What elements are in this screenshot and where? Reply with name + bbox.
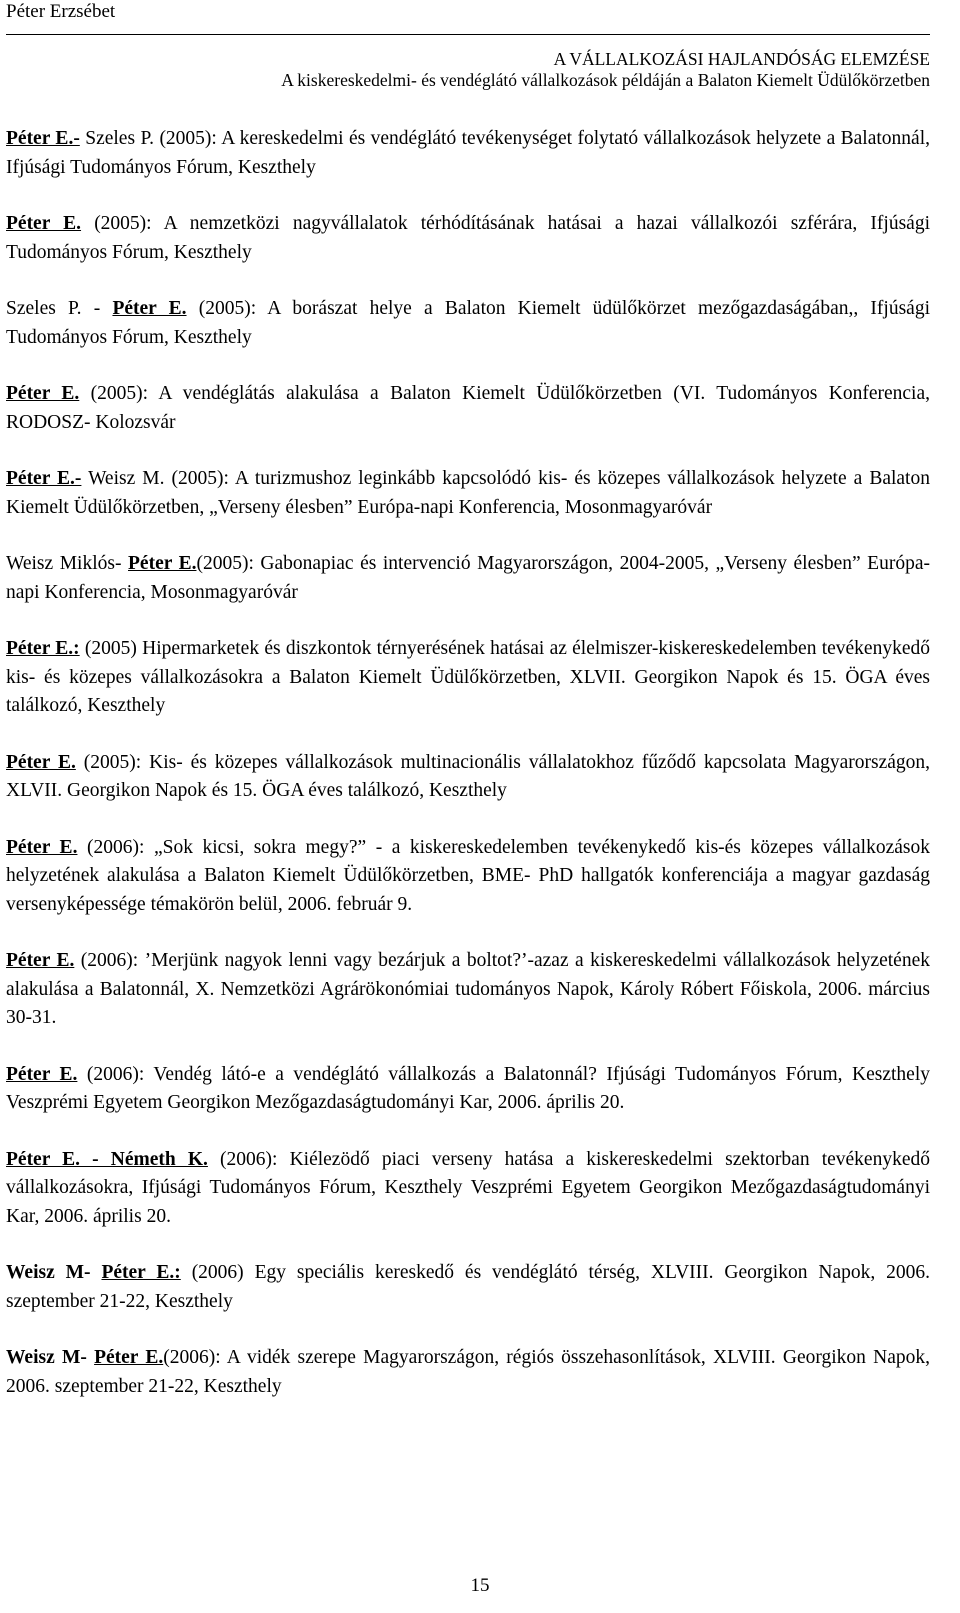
entry-text: (2006): ’Merjünk nagyok lenni vagy bezárjuk a boltot?’-azaz a kiskereskedelmi vállalkozások helyzetének alakulása a Balatonnál, X. Nemzetközi Agrárökonómiai tudományos Napok, Károly Róbert Főiskola, 2006. március 30-31. (6, 950, 930, 1028)
entry-coauthor: Szeles P. - (6, 298, 113, 319)
entry-author: Péter E.- (6, 128, 80, 149)
entry-text: (2006): „Sok kicsi, sokra megy?” - a kiskereskedelemben tevékenykedő kis-és közepes vállalkozások helyzetének alakulása a Balaton Kiemelt Üdülőkörzetben, BME- PhD hallgatók konferenciája a magyar gazdaság versenyképessége témakörön belül, 2006. február 9. (6, 836, 931, 915)
publication-entry (6, 834, 930, 920)
entry-author: Péter E. (6, 950, 75, 971)
entry-author: Péter E. (6, 836, 78, 858)
entry-author: Péter E. (112, 298, 187, 319)
entry-text: Weisz M. (2005): A turizmushoz leginkább kapcsolódó kis- és közepes vállalkozások helyzete a Balaton Kiemelt Üdülőkörzetben, „Verseny élesben” Európa-napi Konferencia, Mosonmagyaróvár (6, 468, 930, 518)
entry-author: Péter E. (6, 383, 80, 404)
publication-entry (6, 749, 930, 806)
publication-entry (6, 1259, 930, 1316)
publication-list (6, 125, 930, 1429)
publication-entry (6, 1061, 930, 1118)
header-author: Péter Erzsébet (6, 1, 116, 22)
publication-entry (6, 635, 930, 721)
publication-entry (6, 550, 930, 607)
publication-entry (6, 1344, 930, 1401)
entry-author: Péter E.: (6, 638, 80, 659)
entry-author: Péter E. (94, 1347, 164, 1368)
entry-author: Péter E.- (6, 468, 82, 489)
entry-text: (2006): A vidék szerepe Magyarországon, régiós összehasonlítások, XLVIII. Georgikon Napok, 2006. szeptember 21-22, Keszthely (6, 1347, 930, 1397)
entry-author: Péter E. (6, 751, 76, 773)
publication-entry (6, 295, 930, 352)
running-title-line-1: A VÁLLALKOZÁSI HAJLANDÓSÁG ELEMZÉSE (553, 49, 930, 69)
entry-text: (2005): A vendéglátás alakulása a Balaton Kiemelt Üdülőkörzetben (VI. Tudományos Konferencia, RODOSZ- Kolozsvár (6, 383, 930, 433)
entry-text: (2005): A borászat helye a Balaton Kiemelt üdülőkörzet mezőgazdaságában,, Ifjúsági Tudományos Fórum, Keszthely (6, 298, 930, 348)
entry-author: Péter E. (6, 1063, 78, 1085)
publication-entry (6, 125, 930, 182)
entry-text: (2005) Hipermarketek és diszkontok térnyerésének hatásai az élelmiszer-kiskereskedelemben tevékenykedő kis- és közepes vállalkozásokra a Balaton Kiemelt Üdülőkörzetben, XLVII. Georgikon Napok és 15. ÖGA éves találkozó, Keszthely (6, 638, 930, 716)
entry-author: Péter E. (128, 553, 197, 574)
entry-text: (2006) Egy speciális kereskedő és vendéglátó térség, XLVIII. Georgikon Napok, 2006. szeptember 21-22, Keszthely (6, 1262, 931, 1312)
entry-text: (2005): A nemzetközi nagyvállalatok térhódításának hatásai a hazai vállalkozói szférára, Ifjúsági Tudományos Fórum, Keszthely (6, 213, 930, 263)
running-title-line-2: A kiskereskedelmi- és vendéglátó vállalkozások példáján a Balaton Kiemelt Üdülőkörzetben (281, 70, 930, 90)
publication-entry (6, 947, 930, 1033)
publication-entry (6, 380, 930, 437)
entry-author: Péter E. - Németh K. (6, 1148, 208, 1170)
entry-text: (2005): Kis- és közepes vállalkozások multinacionális vállalatokhoz fűződő kapcsolata Magyarországon, XLVII. Georgikon Napok és 15. ÖGA éves találkozó, Keszthely (6, 751, 931, 801)
entry-text: (2006): Vendég látó-e a vendéglátó vállalkozás a Balatonnál? Ifjúsági Tudományos Fórum, Keszthely Veszprémi Egyetem Georgikon Mezőgazdaságtudományi Kar, 2006. április 20. (6, 1063, 930, 1113)
publication-entry (6, 210, 930, 267)
entry-text: (2005): Gabonapiac és intervenció Magyarországon, 2004-2005, „Verseny élesben” Európa-napi Konferencia, Mosonmagyaróvár (6, 553, 930, 603)
entry-coauthor: Weisz Miklós- (6, 553, 129, 574)
publication-entry (6, 1146, 930, 1232)
entry-author: Péter E. (6, 213, 82, 234)
entry-text: (2006): Kiélezödő piaci verseny hatása a kiskereskedelmi szektorban tevékenykedő vállalkozásokra, Ifjúsági Tudományos Fórum, Keszthely Veszprémi Egyetem Georgikon Mezőgazdaságtudományi Kar, 2006. április 20. (6, 1148, 930, 1227)
header-divider (6, 34, 930, 35)
page-number: 15 (470, 1575, 490, 1596)
entry-coauthor: Weisz M- (6, 1262, 102, 1283)
entry-text: Szeles P. (2005): A kereskedelmi és vendéglátó tevékenységet folytató vállalkozások helyzete a Balatonnál, Ifjúsági Tudományos Fórum, Keszthely (6, 128, 930, 178)
publication-entry (6, 465, 930, 522)
entry-coauthor: Weisz M- (6, 1347, 95, 1368)
entry-author: Péter E.: (101, 1262, 181, 1283)
running-title (281, 49, 930, 91)
